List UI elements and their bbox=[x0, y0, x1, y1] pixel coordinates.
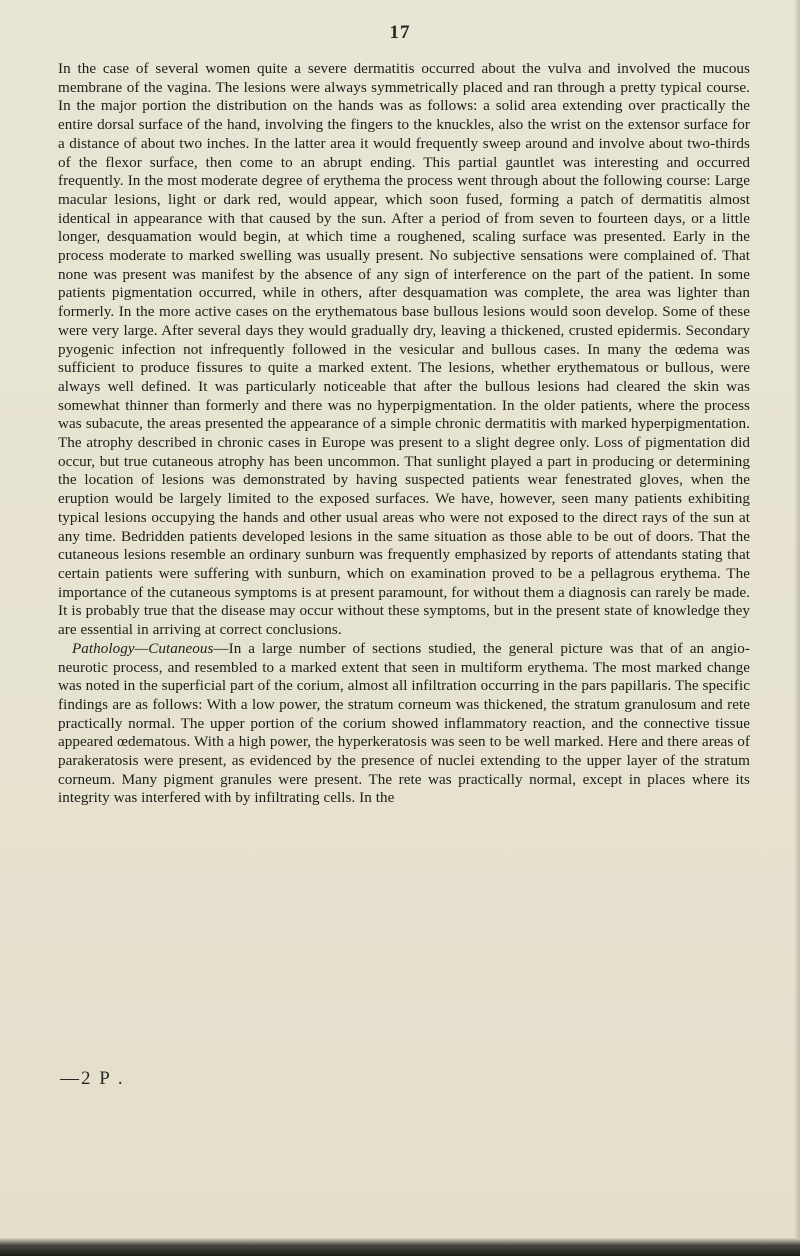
pathology-text: —In a large number of sections studied, the general picture was that of an angio-neurotic process, and resembled to a marked extent that seen in multiform erythema. The most marked change was noted in the superficial part of the corium, almost all infiltration occurring in the pars papillaris. The specific findings are as follows: With a low power, the stratum corneum was thickened, the stratum granulosum and rete practically normal. The upper portion of the corium showed inflammatory reaction, and the connective tissue appeared œdematous. With a high power, the hyperkeratosis was seen to be well marked. Here and there areas of parakeratosis were present, as evidenced by the presence of nuclei extending to the upper layer of the stratum corneum. Many pigment granules were present. The rete was practically normal, except in places where its integrity was interfered with by infiltrating cells. In the bbox=[58, 639, 750, 807]
paragraph-pathology bbox=[58, 640, 750, 808]
paragraph-clinical-description: In the case of several women quite a severe dermatitis occurred about the vulva and involved the mucous membrane of the vagina. The lesions were always symmetrically placed and ran through a pretty typical course. In the major portion the distribution on the hands was as follows: a solid area extending over practically the entire dorsal surface of the hand, involving the fingers to the knuckles, also the wrist on the extensor surface for a distance of about two inches. In the latter area it would frequently sweep around and involve about two-thirds of the flexor surface, then come to an abrupt ending. This partial gauntlet was interesting and occurred frequently. In the most moderate degree of erythema the process went through about the following course: Large macular lesions, light or dark red, would appear, which soon fused, forming a patch of dermatitis almost identical in appearance with that caused by the sun. After a period of from seven to fourteen days, or a little longer, desquamation would begin, at which time a roughened, scaling surface was presented. Early in the process moderate to marked swelling was usually present. No subjective sensations were complained of. That none was present was manifest by the absence of any sign of interference on the part of the patient. In some patients pigmentation occurred, while in others, after desquamation was complete, the area was lighter than formerly. In the more active cases on the erythematous base bullous lesions would soon develop. Some of these were very large. After several days they would gradually dry, leaving a thickened, crusted epidermis. Secondary pyogenic infection not infrequently followed in the vesicular and bullous cases. In many the œdema was sufficient to produce fissures to quite a marked extent. The lesions, whether erythematous or bullous, were always well defined. It was particularly noticeable that after the bullous lesions had cleared the skin was somewhat thinner than formerly and there was no hyperpigmentation. In the older patients, where the process was subacute, the areas presented the appearance of a simple chronic dermatitis with marked hyperpigmentation. The atrophy described in chronic cases in Europe was present to a slight degree only. Loss of pigmentation did occur, but true cutaneous atrophy has been uncommon. That sunlight played a part in producing or determining the location of lesions was demonstrated by having suspected patients wear fenestrated gloves, when the eruption would be largely limited to the exposed surfaces. We have, however, seen many patients exhibiting typical lesions occupying the hands and other usual areas who were not exposed to the direct rays of the sun at any time. Bedridden patients developed lesions in the same situation as those able to be out of doors. That the cutaneous lesions resemble an ordinary sunburn was frequently emphasized by reports of attendants stating that certain patients were suffering with sunburn, which on examination proved to be a pellagrous erythema. The importance of the cutaneous symptoms is at present paramount, for without them a diagnosis can rarely be made. It is probably true that the disease may occur without these symptoms, but in the present state of knowledge they are essential in arriving at correct conclusions. bbox=[58, 60, 750, 639]
signature-mark: —2 P . bbox=[60, 1068, 125, 1089]
body-text bbox=[58, 60, 750, 808]
page-edge-shadow bbox=[794, 0, 800, 1256]
scan-bottom-edge bbox=[0, 1238, 800, 1256]
pathology-heading: Pathology—Cutaneous bbox=[72, 639, 214, 657]
page-number: 17 bbox=[389, 22, 411, 43]
